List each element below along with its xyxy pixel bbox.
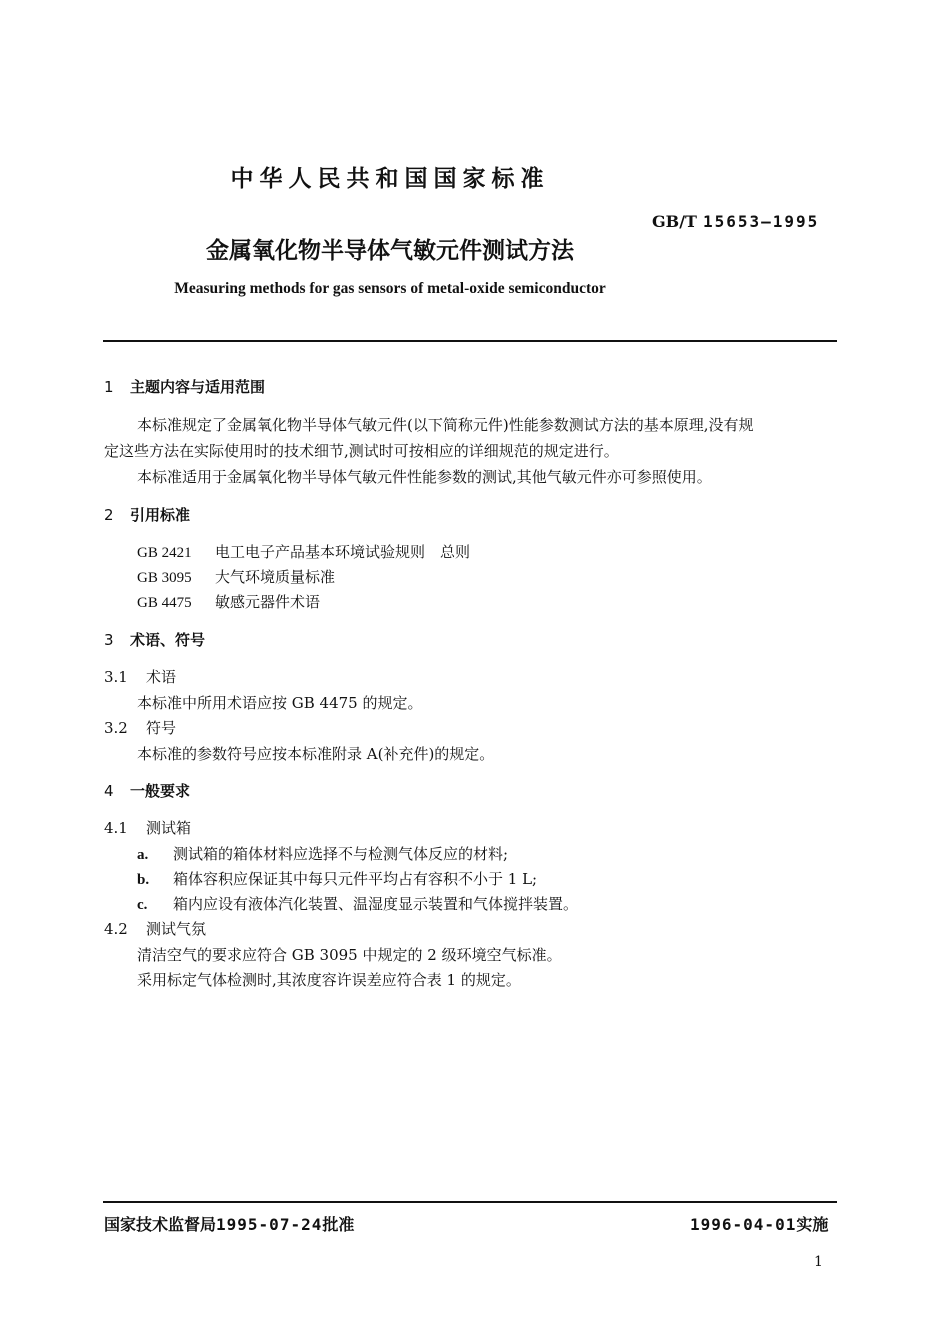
- subsection-number: 3.2: [104, 719, 128, 737]
- effective-date: 1996-04-01: [690, 1215, 797, 1234]
- approval-line: [104, 1212, 354, 1235]
- subsection-4-2-heading: [104, 918, 206, 939]
- list-item: [137, 893, 578, 914]
- document-title: 金属氧化物半导体气敏元件测试方法: [206, 238, 574, 264]
- reference-code: GB 4475: [137, 595, 192, 611]
- effective-suffix: 实施: [796, 1215, 829, 1234]
- national-standard-heading: 中华人民共和国国家标准: [230, 166, 550, 192]
- subsection-title: 测试箱: [146, 819, 192, 837]
- section-1-paragraph-1-line-1: 本标准规定了金属氧化物半导体气敏元件(以下简称元件)性能参数测试方法的基本原理,没有规: [137, 416, 754, 434]
- section-1-heading: [104, 376, 265, 397]
- section-3-heading: [104, 629, 205, 650]
- list-item-letter: a.: [137, 847, 149, 863]
- list-item-text: 测试箱的箱体材料应选择不与检测气体反应的材料;: [173, 845, 509, 863]
- subsection-number: 4.2: [104, 920, 128, 938]
- list-item-text: 箱内应设有液体汽化装置、温湿度显示装置和气体搅拌装置。: [173, 895, 579, 913]
- section-title: 引用标准: [130, 506, 191, 524]
- list-item-letter: c.: [137, 897, 148, 913]
- subsection-3-2-text: 本标准的参数符号应按本标准附录 A(补充件)的规定。: [137, 745, 495, 763]
- approval-org: 国家技术监督局: [104, 1215, 217, 1234]
- list-item-text: 箱体容积应保证其中每只元件平均占有容积不小于 1 L;: [173, 870, 538, 888]
- section-title: 术语、符号: [130, 631, 206, 649]
- subsection-title: 术语: [146, 668, 177, 686]
- list-item-letter: b.: [137, 872, 150, 888]
- reference-item: [137, 591, 320, 612]
- page-number: 1: [814, 1254, 823, 1270]
- section-1-paragraph-1-line-2: 定这些方法在实际使用时的技术细节,测试时可按相应的详细规范的规定进行。: [104, 442, 619, 460]
- section-4-heading: [104, 780, 190, 801]
- section-number: 2: [104, 506, 114, 524]
- document-title-english: Measuring methods for gas sensors of metal-oxide semiconductor: [174, 280, 606, 297]
- reference-item: [137, 541, 470, 562]
- list-item: [137, 868, 537, 889]
- reference-code: GB 2421: [137, 545, 192, 561]
- reference-item: [137, 566, 335, 587]
- standard-prefix: GB/T: [652, 212, 697, 231]
- section-1-paragraph-2: 本标准适用于金属氧化物半导体气敏元件性能参数的测试,其他气敏元件亦可参照使用。: [137, 468, 712, 486]
- subsection-title: 符号: [146, 719, 177, 737]
- reference-name: 敏感元器件术语: [215, 593, 321, 611]
- section-number: 1: [104, 378, 114, 396]
- subsection-3-1-heading: [104, 666, 176, 687]
- footer-divider: [103, 1201, 837, 1203]
- effective-line: [690, 1212, 828, 1235]
- subsection-3-1-text: 本标准中所用术语应按 GB 4475 的规定。: [137, 694, 423, 712]
- section-title: 一般要求: [130, 782, 191, 800]
- standard-number: [652, 212, 819, 231]
- section-number: 3: [104, 631, 114, 649]
- subsection-3-2-heading: [104, 717, 176, 738]
- reference-name: 电工电子产品基本环境试验规则 总则: [215, 543, 471, 561]
- standard-code: 15653—1995: [702, 212, 820, 231]
- list-item: [137, 843, 508, 864]
- section-2-heading: [104, 504, 190, 525]
- subsection-number: 4.1: [104, 819, 128, 837]
- subsection-4-1-heading: [104, 817, 191, 838]
- section-title: 主题内容与适用范围: [130, 378, 266, 396]
- section-number: 4: [104, 782, 114, 800]
- header-divider: [103, 340, 837, 342]
- subsection-4-2-line-1: 清洁空气的要求应符合 GB 3095 中规定的 2 级环境空气标准。: [137, 946, 562, 964]
- reference-name: 大气环境质量标准: [215, 568, 336, 586]
- subsection-number: 3.1: [104, 668, 128, 686]
- approval-suffix: 批准: [322, 1215, 355, 1234]
- subsection-title: 测试气氛: [146, 920, 207, 938]
- reference-code: GB 3095: [137, 570, 192, 586]
- approval-date: 1995-07-24: [216, 1215, 323, 1234]
- subsection-4-2-line-2: 采用标定气体检测时,其浓度容许误差应符合表 1 的规定。: [137, 971, 521, 989]
